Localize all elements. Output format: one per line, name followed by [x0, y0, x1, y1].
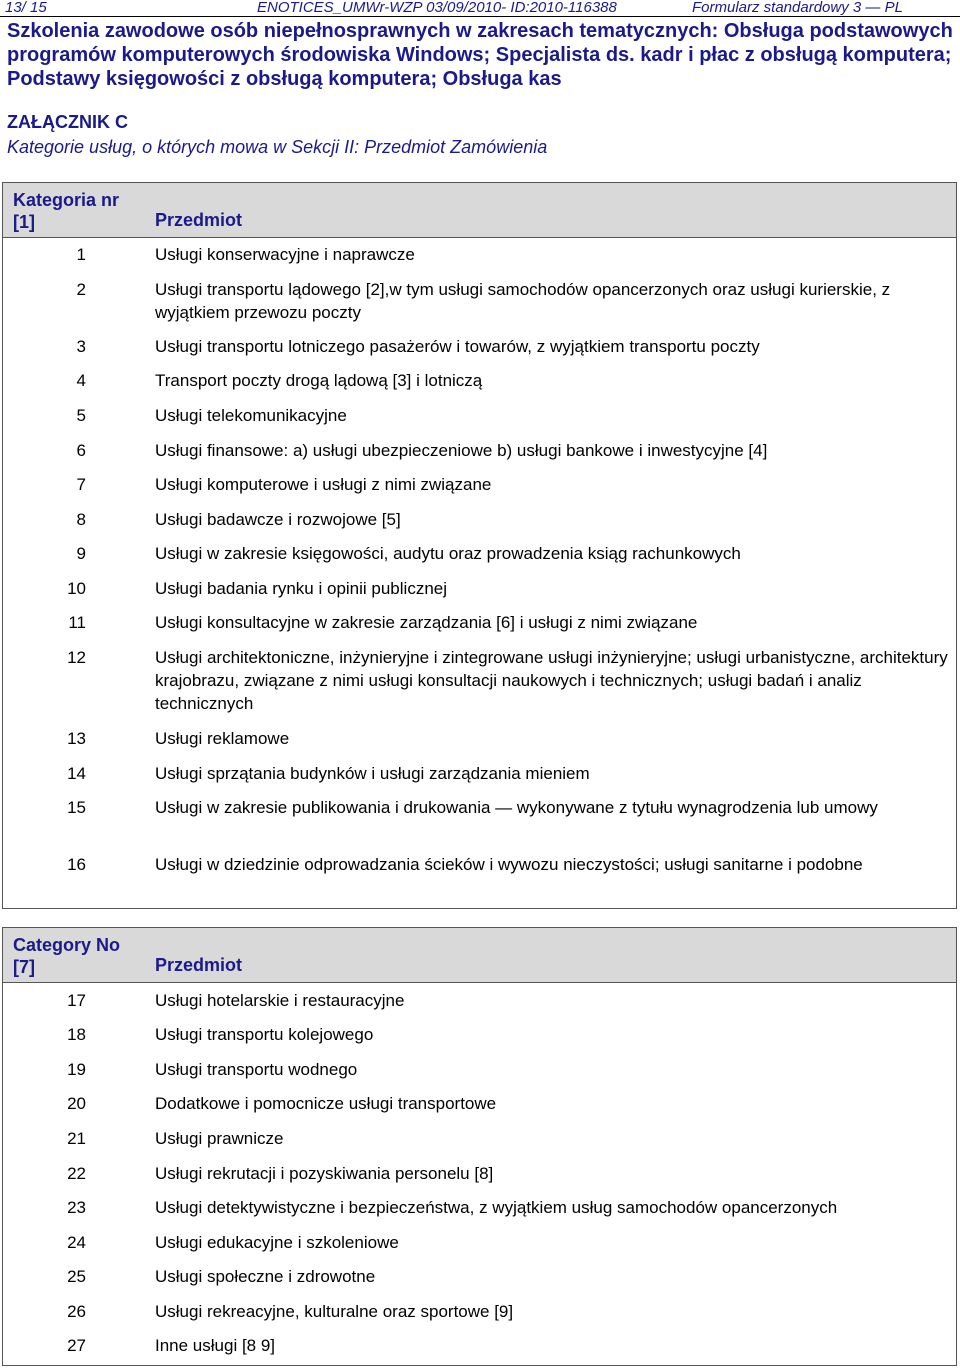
- category-number: 9: [76, 544, 86, 563]
- notice-title: Szkolenia zawodowe osób niepełnosprawnych w zakresach tematycznych: Obsługa podstawowych programów komputerowych środowiska Windows; Specjalista ds. kadr i płac z obsługą komputera; Podstawy księgowości z obsługą komputera; Obsługa kas: [7, 20, 953, 90]
- service-description: Usługi telekomunikacyjne: [155, 406, 347, 425]
- category-number: 2: [76, 280, 86, 299]
- service-description: Usługi rekreacyjne, kulturalne oraz sportowe [9]: [155, 1302, 514, 1321]
- category-number: 14: [67, 764, 86, 783]
- category-number: 5: [76, 406, 86, 425]
- service-description: Transport poczty drogą lądową [3] i lotniczą: [155, 371, 483, 390]
- service-description: Usługi transportu lądowego [2],w tym usługi samochodów opancerzonych oraz usługi kurierskie, z wyjątkiem przewozu poczty: [155, 280, 891, 322]
- category-number: 12: [67, 648, 86, 667]
- service-description: Usługi finansowe: a) usługi ubezpieczeniowe b) usługi bankowe i inwestycyjne [4]: [155, 441, 768, 460]
- category-number: 4: [76, 371, 86, 390]
- category-number: 19: [67, 1060, 86, 1079]
- notice-title-container: [7, 19, 953, 92]
- category-number: 6: [76, 441, 86, 460]
- service-description: Usługi detektywistyczne i bezpieczeństwa, z wyjątkiem usług samochodów opancerzonych: [155, 1198, 838, 1217]
- service-description: Usługi badania rynku i opinii publicznej: [155, 579, 448, 598]
- service-description: Usługi hotelarskie i restauracyjne: [155, 991, 405, 1010]
- service-description: Usługi transportu lotniczego pasażerów i towarów, z wyjątkiem transportu poczty: [155, 337, 760, 356]
- service-description: Usługi w dziedzinie odprowadzania ścieków i wywozu nieczystości; usługi sanitarne i podobne: [155, 855, 863, 874]
- service-description: Inne usługi [8 9]: [155, 1336, 276, 1355]
- service-description: Usługi reklamowe: [155, 729, 290, 748]
- service-description: Usługi transportu kolejowego: [155, 1025, 374, 1044]
- annex-subheading: Kategorie usług, o których mowa w Sekcji II: Przedmiot Zamówienia: [7, 137, 548, 157]
- services-table-1: [2, 182, 957, 909]
- category-number: 22: [67, 1164, 86, 1183]
- category-number: 10: [67, 579, 86, 598]
- service-description: Usługi konserwacyjne i naprawcze: [155, 245, 415, 264]
- service-description: Usługi rekrutacji i pozyskiwania personelu [8]: [155, 1164, 494, 1183]
- table-header: [3, 183, 956, 238]
- service-description: Usługi architektoniczne, inżynieryjne i zintegrowane usługi inżynieryjne; usługi urbanistyczne, architektury krajobrazu, związane z nimi usługi konsultacji naukowych i technicznych; usługi badań i analiz technicznych: [155, 648, 948, 713]
- category-number: 3: [76, 337, 86, 356]
- category-number: 23: [67, 1198, 86, 1217]
- subject-column-header: Przedmiot: [155, 210, 243, 230]
- service-description: Usługi prawnicze: [155, 1129, 284, 1148]
- category-number: 16: [67, 855, 86, 874]
- service-description: Usługi sprzątania budynków i usługi zarządzania mieniem: [155, 764, 590, 783]
- table-header: [3, 928, 956, 983]
- services-table-2: [2, 927, 957, 1366]
- category-number: 25: [67, 1267, 86, 1286]
- category-number: 21: [67, 1129, 86, 1148]
- service-description: Usługi w zakresie publikowania i drukowania — wykonywane z tytułu wynagrodzenia lub umowy: [155, 798, 878, 817]
- form-name: Formularz standardowy 3 — PL: [692, 0, 903, 16]
- service-description: Usługi komputerowe i usługi z nimi związane: [155, 475, 492, 494]
- category-number: 13: [67, 729, 86, 748]
- subject-column-header: Przedmiot: [155, 955, 243, 975]
- document-id: ENOTICES_UMWr-WZP 03/09/2010- ID:2010-116388: [257, 0, 617, 16]
- service-description: Usługi transportu wodnego: [155, 1060, 358, 1079]
- category-number: 20: [67, 1094, 86, 1113]
- category-column-header: Kategoria nr [1]: [13, 190, 120, 232]
- category-number: 1: [76, 245, 86, 264]
- page-header-bar: [0, 0, 960, 17]
- service-description: Usługi edukacyjne i szkoleniowe: [155, 1233, 399, 1252]
- category-number: 15: [67, 798, 86, 817]
- service-description: Usługi społeczne i zdrowotne: [155, 1267, 376, 1286]
- category-number: 27: [67, 1336, 86, 1355]
- category-number: 7: [76, 475, 86, 494]
- annex-heading: ZAŁĄCZNIK C: [7, 112, 128, 132]
- service-description: Dodatkowe i pomocnicze usługi transportowe: [155, 1094, 497, 1113]
- service-description: Usługi w zakresie księgowości, audytu oraz prowadzenia ksiąg rachunkowych: [155, 544, 741, 563]
- page-number: 13/ 15: [5, 0, 47, 16]
- service-description: Usługi badawcze i rozwojowe [5]: [155, 510, 401, 529]
- category-number: 18: [67, 1025, 86, 1044]
- category-number: 17: [67, 991, 86, 1010]
- category-number: 11: [68, 613, 86, 632]
- category-number: 8: [76, 510, 86, 529]
- category-column-header: Category No [7]: [13, 935, 121, 977]
- service-description: Usługi konsultacyjne w zakresie zarządzania [6] i usługi z nimi związane: [155, 613, 698, 632]
- category-number: 24: [67, 1233, 86, 1252]
- category-number: 26: [67, 1302, 86, 1321]
